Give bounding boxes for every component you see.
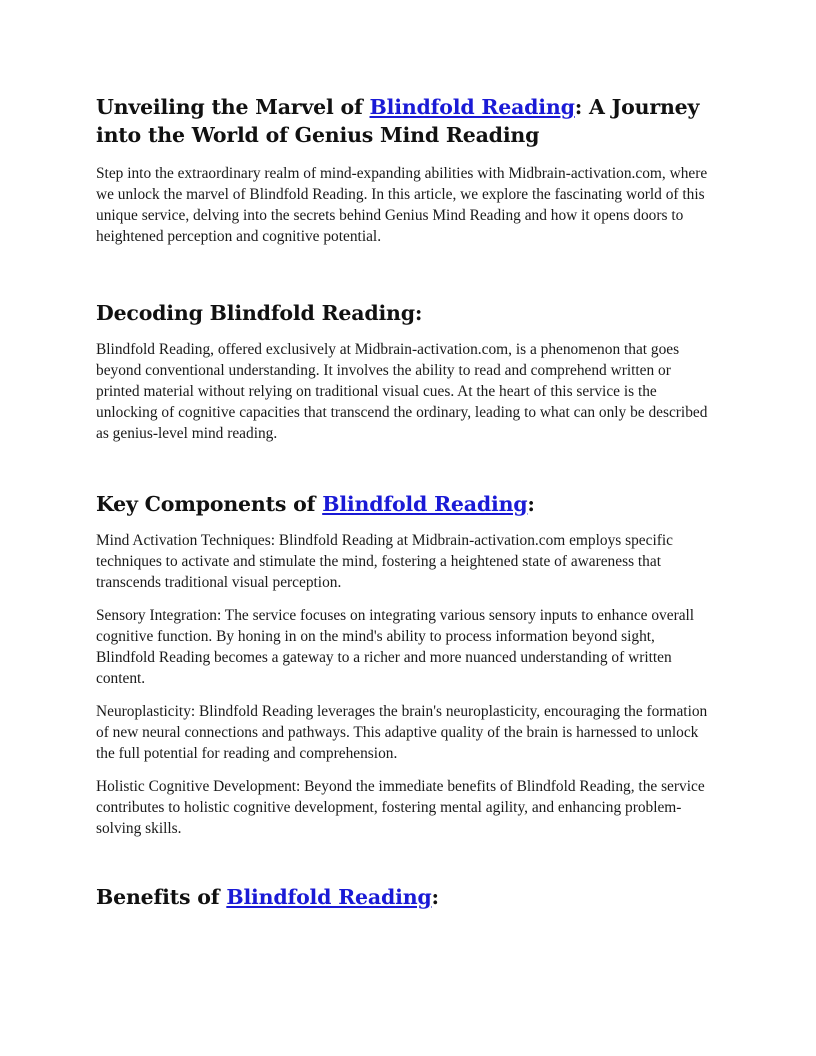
blindfold-reading-link[interactable]: Blindfold Reading xyxy=(369,95,575,119)
key-heading-suffix: : xyxy=(527,492,535,516)
benefits-blindfold-reading-link[interactable]: Blindfold Reading xyxy=(226,885,432,909)
title-suffix: : A Journey into the World of Genius Mind Reading xyxy=(96,95,700,147)
key-components-heading xyxy=(96,490,711,518)
neuroplasticity-paragraph: Neuroplasticity: Blindfold Reading leverages the brain's neuroplasticity, encouraging the formation of new neural connections and pathways. This adaptive quality of the brain is harnessed to unlock the full potential for reading and comprehension. xyxy=(96,703,708,762)
holistic-development-paragraph: Holistic Cognitive Development: Beyond the immediate benefits of Blindfold Reading, the service contributes to holistic cognitive development, fostering mental agility, and enhancing problem-solving skills. xyxy=(96,778,705,837)
intro-paragraph: Step into the extraordinary realm of mind-expanding abilities with Midbrain-activation.com, where we unlock the marvel of Blindfold Reading. In this article, we explore the fascinating world of this unique service, delving into the secrets behind Genius Mind Reading and how it opens doors to heightened perception and cognitive potential. xyxy=(96,165,708,245)
decoding-paragraph: Blindfold Reading, offered exclusively at Midbrain-activation.com, is a phenomenon that goes beyond conventional understanding. It involves the ability to read and comprehend written or printed material without relying on traditional visual cues. At the heart of this service is the unlocking of cognitive capacities that transcend the ordinary, leading to what can only be described as genius-level mind reading. xyxy=(96,341,708,442)
decoding-heading: Decoding Blindfold Reading: xyxy=(96,301,423,325)
document-page xyxy=(96,93,711,911)
key-components-blindfold-reading-link[interactable]: Blindfold Reading xyxy=(322,492,528,516)
mind-activation-paragraph: Mind Activation Techniques: Blindfold Reading at Midbrain-activation.com employs specific techniques to activate and stimulate the mind, fostering a heightened state of awareness that transcends traditional visual perception. xyxy=(96,532,673,591)
benefits-heading-suffix: : xyxy=(431,885,439,909)
benefits-heading-prefix: Benefits of xyxy=(96,885,227,909)
page-title xyxy=(96,93,711,149)
title-prefix: Unveiling the Marvel of xyxy=(96,95,370,119)
key-heading-prefix: Key Components of xyxy=(96,492,323,516)
benefits-heading xyxy=(96,883,711,911)
sensory-integration-paragraph: Sensory Integration: The service focuses on integrating various sensory inputs to enhance overall cognitive function. By honing in on the mind's ability to process information beyond sight, Blindfold Reading becomes a gateway to a richer and more nuanced understanding of written content. xyxy=(96,607,695,687)
